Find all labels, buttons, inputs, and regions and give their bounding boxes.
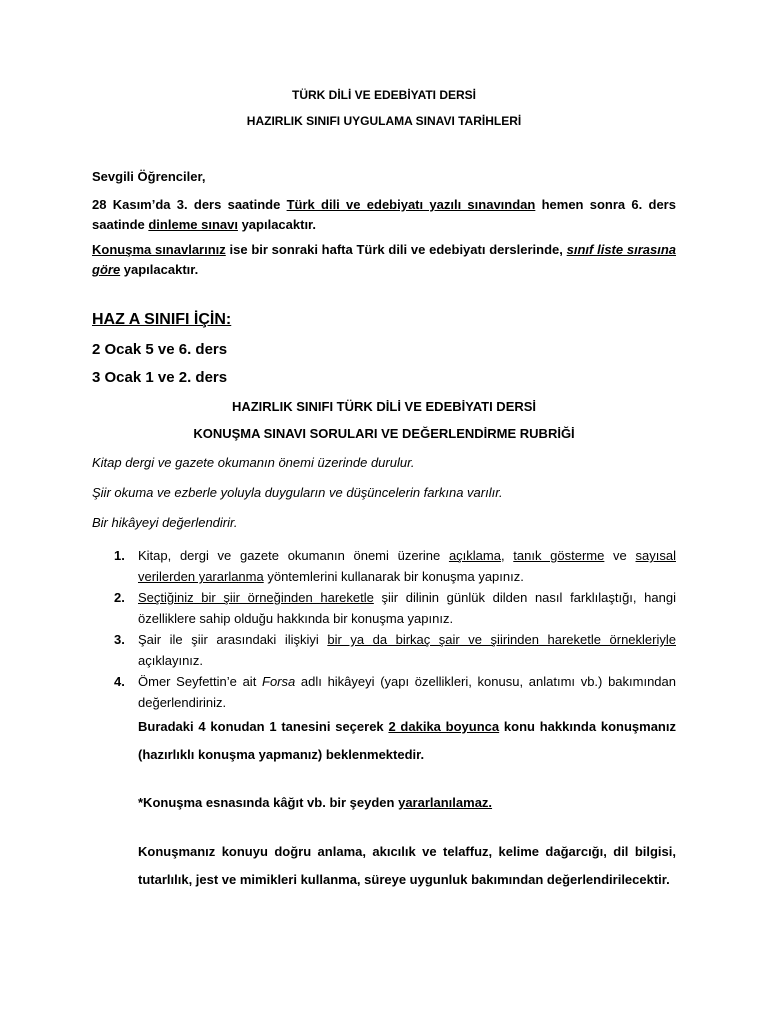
topic-item: Bir hikâyeyi değerlendirir. — [92, 515, 238, 530]
q4-story-title: Forsa — [262, 674, 296, 689]
q4-text-a: Ömer Seyfettin’e ait — [138, 674, 262, 689]
para1-text-c: yapılacaktır. — [237, 217, 317, 232]
q1-text-d: yöntemlerini kullanarak bir konuşma yapınız. — [263, 569, 524, 584]
q3-text-a: Şair ile şiir arasındaki ilişkiyi — [138, 632, 328, 647]
instruction-note — [138, 713, 676, 769]
class-heading: HAZ A SINIFI İÇİN: — [92, 311, 232, 328]
topic-item: Şiir okuma ve ezberle yoluyla duyguların ve düşüncelerin farkına varılır. — [92, 485, 503, 500]
q1-text-b: , — [500, 548, 514, 563]
para1-written-exam: Türk dili ve edebiyatı yazılı sınavından — [286, 197, 536, 212]
q3-text-b: açıklayınız. — [138, 653, 204, 668]
note1-duration: 2 dakika boyunca — [388, 719, 500, 734]
question-list — [92, 545, 676, 713]
q1-explanation: açıklama — [448, 548, 501, 563]
question-item — [92, 587, 676, 629]
question-number: 1. — [114, 548, 125, 563]
exam-date-1: 2 Ocak 5 ve 6. ders — [92, 341, 228, 358]
evaluation-note: Konuşmanız konuyu doğru anlama, akıcılık ve telaffuz, kelime dağarcığı, dil bilgisi, tutarlılık, jest ve mimikleri kullanma, süreye uygunluk bakımından değerlendirilecektir. — [138, 844, 676, 887]
q1-text-c: ve — [604, 548, 636, 563]
question-number: 3. — [114, 632, 125, 647]
q3-poet-examples: bir ya da birkaç şair ve şiirinden hareketle örnekleriyle — [327, 632, 676, 647]
document-title: TÜRK DİLİ VE EDEBİYATI DERSİ — [291, 88, 477, 102]
exam-date-2: 3 Ocak 1 ve 2. ders — [92, 369, 228, 386]
note2-text-a: *Konuşma esnasında kâğıt vb. bir şeyden — [138, 795, 399, 810]
q1-text-a: Kitap, dergi ve gazete okumanın önemi üzerine — [138, 548, 449, 563]
question-number: 4. — [114, 674, 125, 689]
q2-poem-example: Seçtiğiniz bir şiir örneğinden hareketle — [138, 590, 374, 605]
speaking-exam-paragraph — [92, 240, 676, 280]
para2-speaking-exams: Konuşma sınavlarınız — [92, 242, 226, 257]
exam-date-paragraph — [92, 195, 676, 235]
question-item — [92, 671, 676, 713]
note1-text-a: Buradaki 4 konudan 1 tanesini seçerek — [138, 719, 389, 734]
q2-text-a: şiir dilinin günlük dilden nasıl farklılaştığı, hangi özelliklere sahip olduğu hakkında bir konuşma yapınız. — [138, 590, 676, 626]
question-item — [92, 545, 676, 587]
topic-item: Kitap dergi ve gazete okumanın önemi üzerinde durulur. — [92, 455, 415, 470]
section-title: HAZIRLIK SINIFI TÜRK DİLİ VE EDEBİYATI DERSİ — [231, 399, 537, 414]
greeting: Sevgili Öğrenciler, — [92, 169, 206, 184]
q1-numerical-data: sayısal verilerden yararlanma — [138, 548, 676, 584]
para1-text-a: 28 Kasım’da 3. ders saatinde — [92, 197, 287, 212]
question-item — [92, 629, 676, 671]
para2-list-order: sınıf liste sırasına göre — [92, 242, 677, 277]
para1-listening-exam: dinleme sınavı — [148, 217, 238, 232]
para2-text-a: ise bir sonraki hafta Türk dili ve edebiyatı derslerinde, — [225, 242, 567, 257]
note2-not-allowed: yararlanılamaz. — [398, 795, 493, 810]
q4-text-b: adlı hikâyeyi (yapı özellikleri, konusu, anlatımı vb.) bakımından değerlendiriniz. — [138, 674, 676, 710]
question-number: 2. — [114, 590, 125, 605]
document-subtitle: HAZIRLIK SINIFI UYGULAMA SINAVI TARİHLERİ — [246, 114, 522, 128]
note1-text-b: konu hakkında konuşmanız (hazırlıklı konuşma yapmanız) beklenmektedir. — [138, 719, 676, 762]
para2-text-b: yapılacaktır. — [120, 262, 199, 277]
para1-text-b: hemen sonra 6. ders saatinde — [92, 197, 676, 232]
section-subtitle: KONUŞMA SINAVI SORULARI VE DEĞERLENDİRME RUBRİĞİ — [193, 426, 575, 441]
q1-witness: tanık gösterme — [513, 548, 605, 563]
warning-note — [138, 789, 676, 817]
